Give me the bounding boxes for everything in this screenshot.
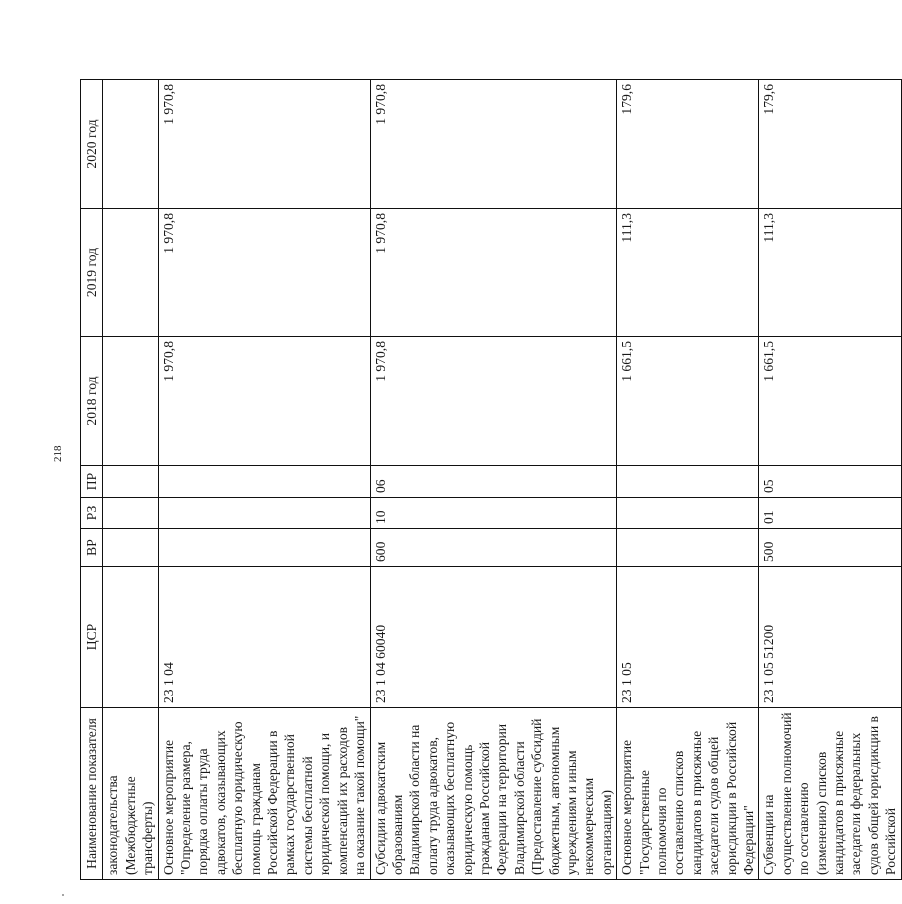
cell-2020: 1 970,8: [158, 80, 370, 209]
cell-vr: 600: [370, 529, 617, 567]
cell-pr: [103, 466, 158, 498]
cell-rz: [103, 498, 158, 529]
cell-pr: 06: [370, 466, 617, 498]
cell-rz: 10: [370, 498, 617, 529]
cell-csr: [103, 567, 158, 708]
cell-2018: 1 970,8: [370, 337, 617, 466]
cell-2020: 179,6: [759, 80, 901, 209]
cell-rz: [617, 498, 759, 529]
cell-vr: 500: [759, 529, 901, 567]
cell-vr: [103, 529, 158, 567]
table-row: [103, 80, 158, 880]
cell-2019: 111,3: [759, 209, 901, 337]
cell-2019: 111,3: [617, 209, 759, 337]
header-vr: ВР: [81, 529, 103, 567]
cell-csr: 23 1 05: [617, 567, 759, 708]
cell-rz: [158, 498, 370, 529]
header-pr: ПР: [81, 466, 103, 498]
cell-pr: 05: [759, 466, 901, 498]
cell-csr: 23 1 04: [158, 567, 370, 708]
header-2018: 2018 год: [81, 337, 103, 466]
cell-2020: [103, 80, 158, 209]
cell-rz: 01: [759, 498, 901, 529]
table-header-row: [81, 80, 103, 880]
header-csr: ЦСР: [81, 567, 103, 708]
cell-pr: [617, 466, 759, 498]
cell-2019: 1 970,8: [370, 209, 617, 337]
cell-name: Основное мероприятие "Государственные полномочия по составлению списков кандидатов в присяжные заседатели судов общей юрисдикции в Российской Федерации": [617, 708, 759, 880]
cell-2020: 1 970,8: [370, 80, 617, 209]
cell-csr: 23 1 05 51200: [759, 567, 901, 708]
table-row: [617, 80, 759, 880]
cell-2018: [103, 337, 158, 466]
cell-pr: [158, 466, 370, 498]
cell-name: Субсидии адвокатским образованиям Владимирской области на оплату труда адвокатов, оказывающих бесплатную юридическую помощь гражданам Российской Федерации на территории Владимирской области (Предоставление субсидий бюджетным, автономным учреждениям и иным некоммерческим организациям): [370, 708, 617, 880]
cell-2018: 1 661,5: [617, 337, 759, 466]
page-number: 218: [52, 445, 64, 462]
cell-2018: 1 661,5: [759, 337, 901, 466]
cell-vr: [158, 529, 370, 567]
cell-name: Субвенции на осуществление полномочий по составлению (изменению) списков кандидатов в присяжные заседатели федеральных судов общей юрисдикции в Российской: [759, 708, 901, 880]
budget-table: [80, 79, 902, 880]
cell-csr: 23 1 04 60040: [370, 567, 617, 708]
cell-2020: 179,6: [617, 80, 759, 209]
header-name: Наименование показателя: [81, 708, 103, 880]
header-2020: 2020 год: [81, 80, 103, 209]
cell-2019: [103, 209, 158, 337]
cell-name: Основное мероприятие "Определение размера, порядка оплаты труда адвокатов, оказывающих бесплатную юридическую помощь гражданам Российской Федерации в рамках государственной системы бесплатной юридической помощи, и компенсаций их расходов на оказание такой помощи": [158, 708, 370, 880]
table-row: [158, 80, 370, 880]
header-2019: 2019 год: [81, 209, 103, 337]
table-row: [370, 80, 617, 880]
scan-speck: [62, 894, 64, 896]
table-row: [759, 80, 901, 880]
header-rz: РЗ: [81, 498, 103, 529]
cell-2019: 1 970,8: [158, 209, 370, 337]
rotated-table-container: [80, 80, 899, 880]
cell-2018: 1 970,8: [158, 337, 370, 466]
cell-vr: [617, 529, 759, 567]
cell-name: законодательства (Межбюджетные трансферты): [103, 708, 158, 880]
